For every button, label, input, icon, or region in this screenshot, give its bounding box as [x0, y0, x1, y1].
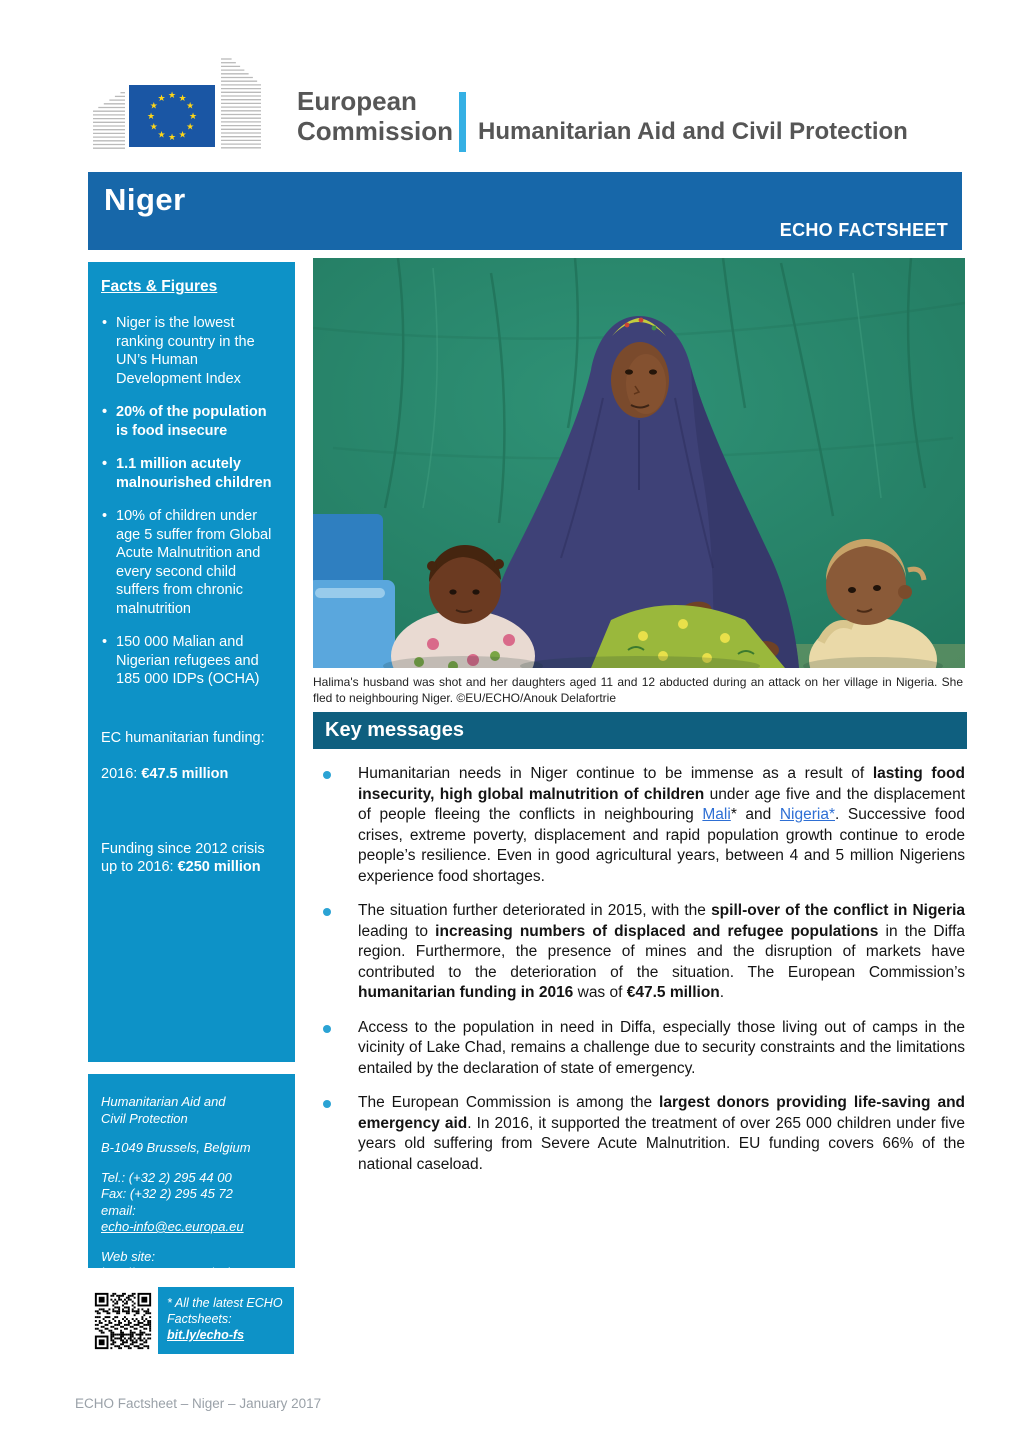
footer-text: ECHO Factsheet – Niger – January 2017 — [75, 1396, 322, 1411]
contact-line: Tel.: (+32 2) 295 44 00 — [101, 1169, 232, 1185]
key-message-item: The situation further deteriorated in 2015, with the spill-over of the conflict in Nigeria leading to increasing numbers of displaced and refugee populations in the Diffa region. Furthermore, the presence of mines and the disruption of markets have contributed to the deterioration of the situation. The European Commission’s humanitarian funding in 2016 was of €47.5 million. — [313, 901, 965, 1004]
key-messages-title: Key messages — [325, 719, 464, 741]
ec-logo-graphic — [93, 55, 293, 163]
eu-star-icon: ★ — [167, 132, 177, 143]
key-message-item: Access to the population in need in Diffa, especially those living out of camps in the vicinity of Lake Chad, remains a challenge due to security constraints and the limitations entailed by the declaration of state of emergency. — [313, 1018, 965, 1080]
inline-link[interactable]: bit.ly/echo-fs — [167, 1328, 245, 1342]
fact-item: • 1.1 million acutely malnourished children — [101, 455, 282, 492]
eu-star-icon: ★ — [188, 111, 198, 122]
fact-item: • 20% of the population is food insecure — [101, 403, 282, 440]
contact-line — [101, 1219, 282, 1236]
eu-star-icon: ★ — [186, 100, 195, 111]
eu-star-icon: ★ — [178, 129, 187, 140]
logo-divider — [459, 92, 466, 152]
contact-line: B-1049 Brussels, Belgium — [101, 1140, 251, 1155]
fact-item: • 10% of children under age 5 suffer from Global Acute Malnutrition and every second child suffers from chronic malnutrition — [101, 507, 282, 618]
contact-line: Web site: — [101, 1248, 155, 1264]
eu-star-icon: ★ — [157, 129, 166, 140]
eu-star-icon: ★ — [178, 93, 187, 104]
eu-star-icon: ★ — [167, 90, 177, 101]
eu-star-icon: ★ — [157, 93, 166, 104]
factsheet-badge: ECHO FACTSHEET — [779, 220, 948, 240]
funding-2016: 2016: €47.5 million — [101, 766, 229, 782]
org-name-line2: Commission — [297, 116, 454, 146]
bullet-icon — [323, 771, 331, 779]
facts-figures-panel — [88, 262, 295, 1062]
org-name-line1: European — [297, 86, 417, 116]
contact-line: Fax: (+32 2) 295 45 72 — [101, 1186, 233, 1201]
email-link[interactable]: echo-info@ec.europa.eu — [101, 1219, 244, 1234]
facts-title: Facts & Figures — [101, 278, 218, 295]
facts-list — [101, 314, 282, 689]
inline-link[interactable]: Mali — [702, 806, 731, 823]
bullet-icon — [323, 908, 331, 916]
qr-note-box: * All the latest ECHO Factsheets: bit.ly/echo-fs — [158, 1287, 294, 1354]
qr-code — [91, 1289, 155, 1353]
photo-caption: Halima's husband was shot and her daughters aged 11 and 12 abducted during an attack on her village in Nigeria. She fled to neighbouring Niger. ©EU/ECHO/Anouk Delafortrie — [313, 675, 963, 705]
eu-star-icon: ★ — [149, 121, 158, 132]
page-title: Niger — [104, 182, 186, 217]
key-message-item: The European Commission is among the largest donors providing life-saving and emergency aid. In 2016, it supported the treatment of over 265 000 children under five years old suffering from Severe Acute Malnutrition. EU funding covers 66% of the national caseload. — [313, 1093, 965, 1175]
eu-star-icon: ★ — [186, 121, 195, 132]
eu-star-icon: ★ — [146, 111, 156, 122]
bullet-icon — [323, 1025, 331, 1033]
fact-item: • 150 000 Malian and Nigerian refugees and 185 000 IDPs (OCHA) — [101, 633, 282, 689]
contact-line: Civil Protection — [101, 1110, 188, 1126]
contact-line — [101, 1265, 282, 1282]
contact-panel — [88, 1074, 295, 1280]
inline-link[interactable]: Nigeria* — [779, 806, 835, 823]
key-messages-bar — [313, 712, 967, 749]
bullet-icon — [323, 1100, 331, 1108]
contact-line: Humanitarian Aid and — [101, 1094, 226, 1109]
contact-line: email: — [101, 1202, 136, 1218]
funding-label: EC humanitarian funding: — [101, 729, 265, 746]
org-name — [297, 86, 453, 146]
key-message-item: Humanitarian needs in Niger continue to be immense as a result of lasting food insecurity, high global malnutrition of children under age five and the displacement of people fleeing the conflicts in neighbouring Mali* and Nigeria*. Successive food crises, extreme poverty, displacement and rapid population growth continue to erode people’s resilience. Even in good agricultural years, between 4 and 5 million Nigeriens experience food shortages. — [313, 764, 965, 887]
website-link[interactable]: http://ec.europa.eu/echo — [101, 1265, 242, 1280]
funding-since-2012: Funding since 2012 crisis up to 2016: €250 million — [101, 840, 265, 875]
title-bar — [88, 172, 962, 250]
photo — [313, 258, 965, 668]
fact-item: • Niger is the lowest ranking country in the UN’s Human Development Index — [101, 314, 282, 388]
eu-star-icon: ★ — [149, 100, 158, 111]
key-messages-list — [313, 764, 965, 1189]
department-name: Humanitarian Aid and Civil Protection — [478, 118, 908, 145]
